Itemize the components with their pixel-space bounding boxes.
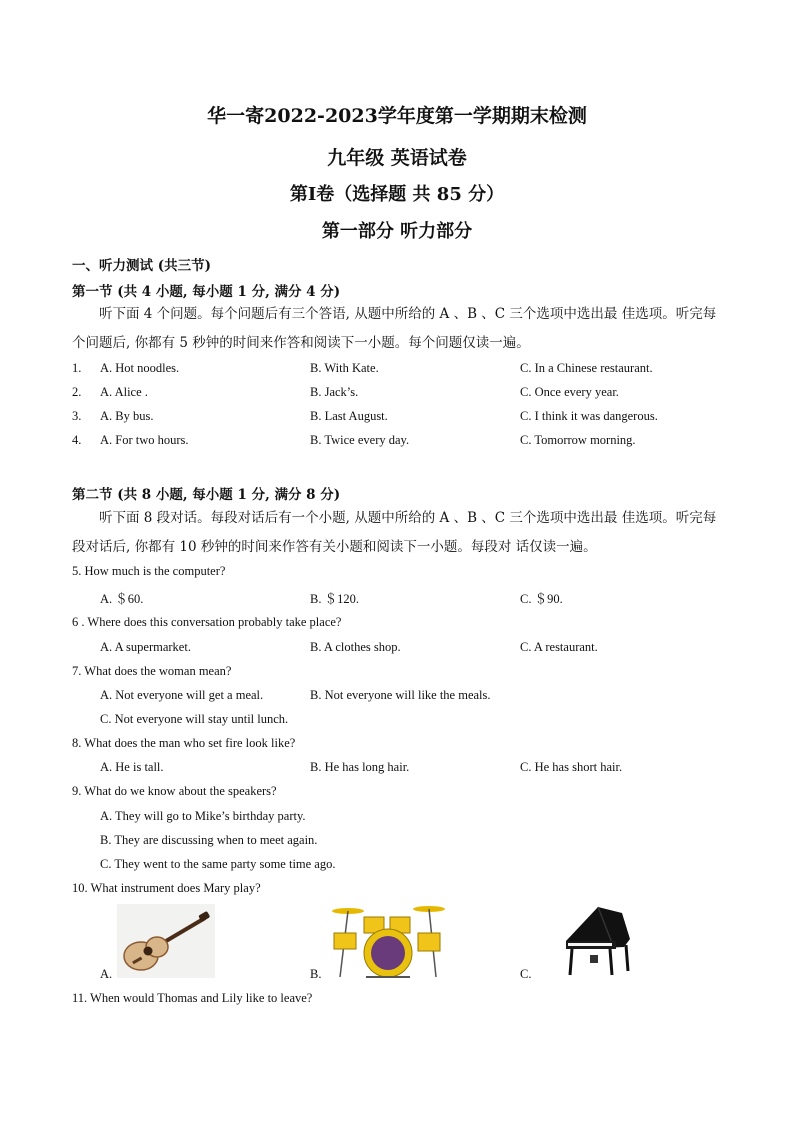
q7-question: 7. What does the woman mean? bbox=[72, 664, 232, 678]
q10-question: 10. What instrument does Mary play? bbox=[72, 881, 261, 895]
q7-option-b: B. Not everyone will like the meals. bbox=[310, 688, 491, 702]
q9-option-c: C. They went to the same party some time ago. bbox=[100, 857, 336, 871]
q3-number: 3. bbox=[72, 409, 82, 423]
q9-question: 9. What do we know about the speakers? bbox=[72, 784, 277, 798]
q5-question: 5. How much is the computer? bbox=[72, 564, 226, 578]
q7-option-a: A. Not everyone will get a meal. bbox=[100, 688, 264, 702]
q5-option-a: A. ＄60. bbox=[100, 592, 144, 606]
section-main-heading: 一、听力测试 (共三节) bbox=[72, 258, 211, 274]
q10-option-a-label: A. bbox=[100, 967, 113, 981]
section2-instructions: 听下面 8 段对话。每段对话后有一个小题, 从题中所给的 A 、B 、C 三个选项中选出最 佳选项。听完每段对话后, 你都有 10 秒钟的时间来作答有关小题和阅读下一小题。每段对 话仅读一遍。 bbox=[72, 510, 717, 555]
exam-title: 华一寄2022-2023学年度第一学期期末检测 bbox=[207, 105, 587, 127]
section2-heading: 第二节 (共 8 小题, 每小题 1 分, 满分 8 分) bbox=[72, 487, 341, 503]
q8-option-c: C. He has short hair. bbox=[520, 760, 623, 774]
q1-option-a: A. Hot noodles. bbox=[100, 361, 180, 375]
drum-kit-image bbox=[326, 903, 449, 979]
q5-option-b: B. ＄120. bbox=[310, 592, 359, 606]
q6-option-b: B. A clothes shop. bbox=[310, 640, 401, 654]
volume-heading: 第I卷（选择题 共 85 分） bbox=[289, 184, 505, 205]
q9-option-a: A. They will go to Mike’s birthday party. bbox=[100, 809, 306, 823]
q11-question: 11. When would Thomas and Lily like to leave? bbox=[72, 991, 313, 1005]
q6-option-c: C. A restaurant. bbox=[520, 640, 598, 654]
q4-option-c: C. Tomorrow morning. bbox=[520, 433, 636, 447]
q4-number: 4. bbox=[72, 433, 82, 447]
q3-option-b: B. Last August. bbox=[310, 409, 388, 423]
q1-option-c: C. In a Chinese restaurant. bbox=[520, 361, 653, 375]
q6-question: 6 . Where does this conversation probably take place? bbox=[72, 615, 342, 629]
part-heading: 第一部分 听力部分 bbox=[321, 221, 473, 242]
q3-option-c: C. I think it was dangerous. bbox=[520, 409, 658, 423]
section1-instructions: 听下面 4 个问题。每个问题后有三个答语, 从题中所给的 A 、B 、C 三个选项中选出最 佳选项。听完每个问题后, 你都有 5 秒钟的时间来作答和阅读下一小题。每个问题仅读一遍。 bbox=[72, 306, 717, 351]
q6-option-a: A. A supermarket. bbox=[100, 640, 191, 654]
q10-option-b-label: B. bbox=[310, 967, 322, 981]
q4-option-b: B. Twice every day. bbox=[310, 433, 410, 447]
q2-option-b: B. Jack’s. bbox=[310, 385, 359, 399]
q3-option-a: A. By bus. bbox=[100, 409, 154, 423]
q8-question: 8. What does the man who set fire look like? bbox=[72, 736, 296, 750]
q8-option-b: B. He has long hair. bbox=[310, 760, 410, 774]
q4-option-a: A. For two hours. bbox=[100, 433, 189, 447]
q2-option-a: A. Alice . bbox=[100, 385, 148, 399]
guitar-image bbox=[117, 904, 215, 978]
q10-option-c-label: C. bbox=[520, 967, 532, 981]
q2-number: 2. bbox=[72, 385, 82, 399]
q7-option-c: C. Not everyone will stay until lunch. bbox=[100, 712, 289, 726]
q5-option-c: C. ＄90. bbox=[520, 592, 563, 606]
q2-option-c: C. Once every year. bbox=[520, 385, 619, 399]
exam-subtitle: 九年级 英语试卷 bbox=[327, 147, 467, 169]
piano-image bbox=[560, 903, 636, 979]
q1-number: 1. bbox=[72, 361, 82, 375]
q8-option-a: A. He is tall. bbox=[100, 760, 164, 774]
q9-option-b: B. They are discussing when to meet again. bbox=[100, 833, 318, 847]
q1-option-b: B. With Kate. bbox=[310, 361, 379, 375]
section1-heading: 第一节 (共 4 小题, 每小题 1 分, 满分 4 分) bbox=[72, 284, 341, 300]
